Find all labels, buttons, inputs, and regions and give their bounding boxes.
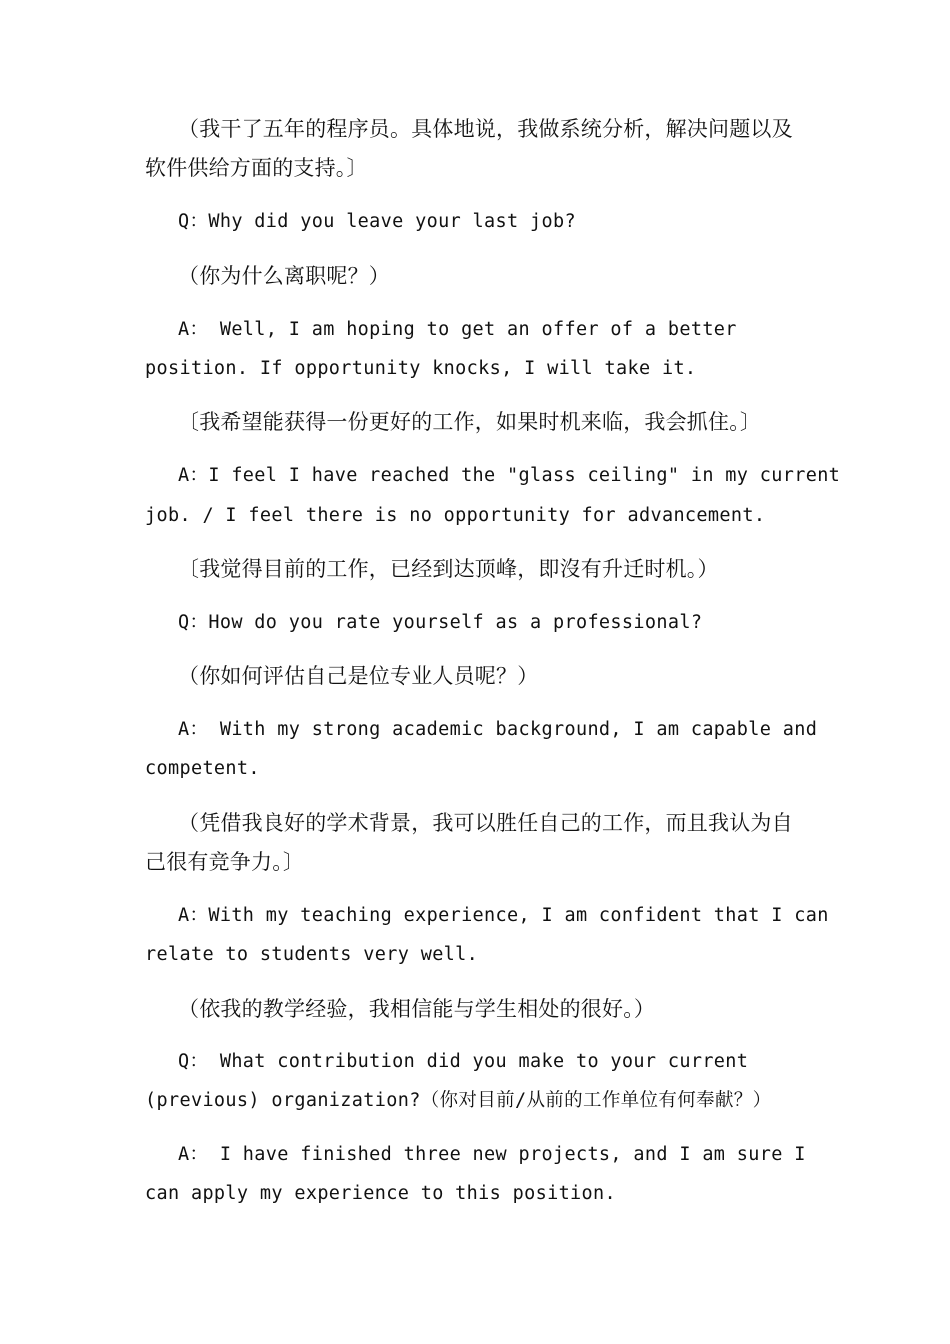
text-line: (previous) organization?（你对目前/从前的工作单位有何奉献？） (145, 1090, 772, 1111)
text-line: relate to students very well. (145, 944, 479, 965)
text-line: can apply my experience to this position. (145, 1183, 617, 1204)
text-line: A： I have finished three new projects, and I am sure I (178, 1144, 806, 1165)
text-line: （你为什么离职呢？） (178, 264, 390, 288)
text-line: job. / I feel there is no opportunity for advancement. (145, 505, 766, 526)
text-line: （你如何评估自己是位专业人员呢？） (178, 664, 539, 688)
text-line: Q： What contribution did you make to your current (178, 1051, 749, 1072)
text-line: 己很有竞争力。〕 (145, 850, 305, 874)
text-line: A： With my strong academic background, I am capable and (178, 719, 818, 740)
text-line: 〔我觉得目前的工作，已经到达顶峰，即沒有升迁时机。） (178, 557, 719, 581)
text-line: A： Well, I am hoping to get an offer of a better (178, 319, 737, 340)
text-line: 软件供给方面的支持。〕 (145, 156, 368, 180)
text-line: Q：Why did you leave your last job? (178, 211, 576, 232)
text-line: 〔我希望能获得一份更好的工作，如果时机来临，我会抓住。〕 (178, 410, 762, 434)
text-line: A：With my teaching experience, I am confident that I can (178, 905, 829, 926)
text-line: position. If opportunity knocks, I will take it. (145, 358, 697, 379)
text-line: （依我的教学经验，我相信能与学生相处的很好。） (178, 997, 656, 1021)
text-line: Q：How do you rate yourself as a professional? (178, 612, 703, 633)
text-line: （我干了五年的程序员。具体地说，我做系统分析，解决问题以及 (178, 117, 793, 141)
text-line: A：I feel I have reached the "glass ceiling" in my current (178, 465, 841, 486)
text-line: （凭借我良好的学术背景，我可以胜任自己的工作，而且我认为自 (178, 811, 793, 835)
text-line: competent. (145, 758, 260, 779)
